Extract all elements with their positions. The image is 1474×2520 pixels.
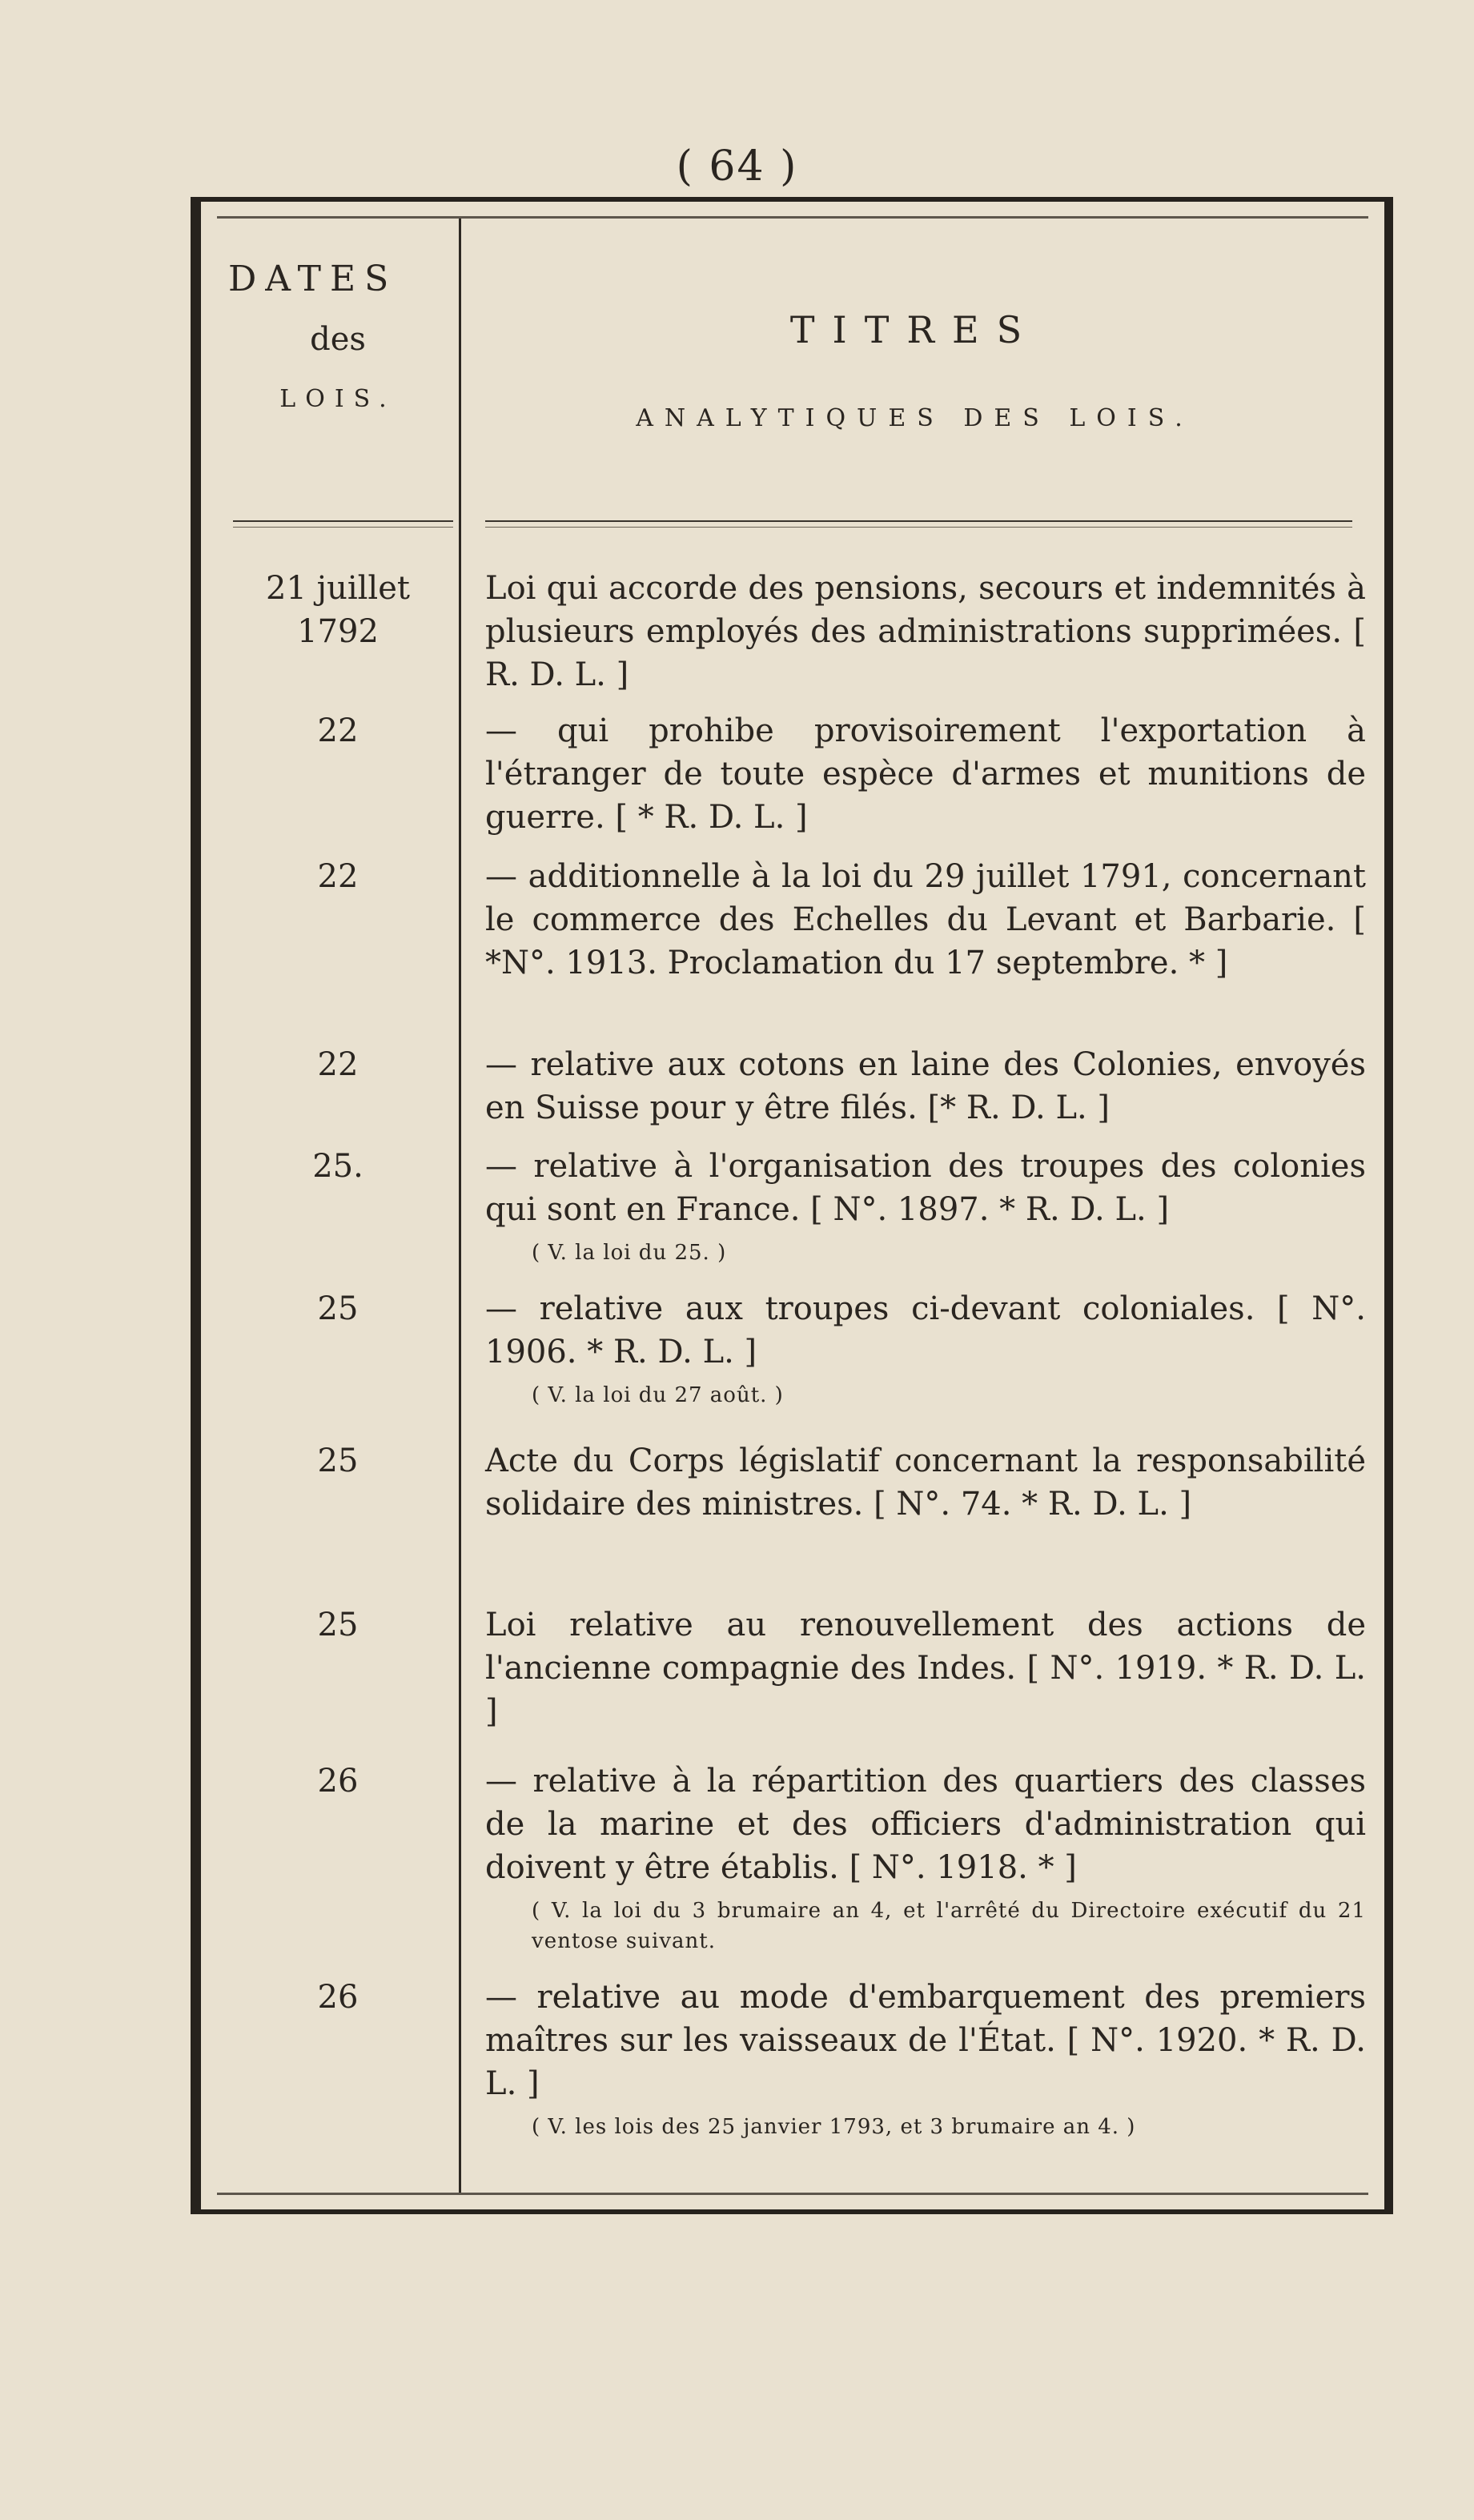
entry-body: — relative au mode d'embarquement des premiers maîtres sur les vaisseaux de l'État. [ N°. 1920. * R. D. L. ]: [485, 1979, 1366, 2102]
entry-date: 26: [317, 1979, 359, 2016]
entry-date: 22: [317, 858, 359, 895]
dates-column-header: [217, 219, 459, 491]
entry-body: Loi qui accorde des pensions, secours et indemnités à plusieurs employés des administrations supprimées. [ R. D. L. ]: [485, 570, 1366, 693]
entry-note: ( V. la loi du 3 brumaire an 4, et l'arrêté du Directoire exécutif du 21 ventose suivant.: [532, 1899, 1366, 1953]
entry-date: 25: [317, 1443, 359, 1479]
entry-text: [485, 709, 1366, 839]
dates-header-line2: des: [310, 321, 366, 358]
entry-body: Acte du Corps législatif concernant la responsabilité solidaire des ministres. [ N°. 74. * R. D. L. ]: [485, 1443, 1366, 1523]
header-rule-titles: [485, 520, 1352, 528]
titles-header-line2: ANALYTIQUES DES LOIS.: [636, 404, 1194, 432]
law-table-inner: [217, 216, 1368, 2195]
entry-text: [485, 1439, 1366, 1526]
entry-text: [485, 1976, 1366, 2142]
entry-text: [485, 1603, 1366, 1733]
column-divider: [459, 219, 461, 2193]
entry-text: [485, 1145, 1366, 1268]
entry-text: [485, 1760, 1366, 1956]
entry-body: — relative aux troupes ci-devant coloniales. [ N°. 1906. * R. D. L. ]: [485, 1290, 1366, 1370]
entry-body: Loi relative au renouvellement des actions de l'ancienne compagnie des Indes. [ N°. 1919. * R. D. L. ]: [485, 1607, 1366, 1730]
dates-header-line3: LOIS.: [279, 385, 396, 413]
law-table: [191, 197, 1393, 2214]
entry-date: 22: [317, 712, 359, 749]
titles-header-line1: TITRES: [789, 308, 1040, 351]
entry-body: — qui prohibe provisoirement l'exportation à l'étranger de toute espèce d'armes et munitions de guerre. [ * R. D. L. ]: [485, 712, 1366, 836]
entry-note: ( V. les lois des 25 janvier 1793, et 3 brumaire an 4. ): [532, 2115, 1136, 2139]
entry-text: [485, 855, 1366, 985]
dates-header-line1: DATES: [228, 259, 398, 299]
entry-body: — relative aux cotons en laine des Colonies, envoyés en Suisse pour y être filés. [* R. D. L. ]: [485, 1046, 1366, 1126]
titles-column-header: [461, 219, 1368, 491]
entry-date: 21 juillet 1792: [266, 570, 410, 650]
entry-note: ( V. la loi du 27 août. ): [532, 1383, 784, 1407]
entry-text: [485, 567, 1366, 696]
entry-date: 22: [317, 1046, 359, 1083]
header-rule-dates: [233, 520, 453, 528]
entry-date: 25: [317, 1607, 359, 1643]
entry-note: ( V. la loi du 25. ): [532, 1241, 727, 1265]
entry-date: 25.: [312, 1148, 363, 1185]
entry-body: — relative à la répartition des quartiers des classes de la marine et des officiers d'administration qui doivent y être établis. [ N°. 1918. * ]: [485, 1763, 1366, 1886]
entry-body: — relative à l'organisation des troupes des colonies qui sont en France. [ N°. 1897. * R. D. L. ]: [485, 1148, 1366, 1228]
entry-date: 25: [317, 1290, 359, 1327]
entry-text: [485, 1287, 1366, 1410]
entry-text: [485, 1043, 1366, 1130]
page-number: ( 64 ): [676, 142, 798, 191]
entry-date: 26: [317, 1763, 359, 1800]
entry-body: — additionnelle à la loi du 29 juillet 1791, concernant le commerce des Echelles du Levant et Barbarie. [ *N°. 1913. Proclamation du 17 septembre. * ]: [485, 858, 1366, 981]
